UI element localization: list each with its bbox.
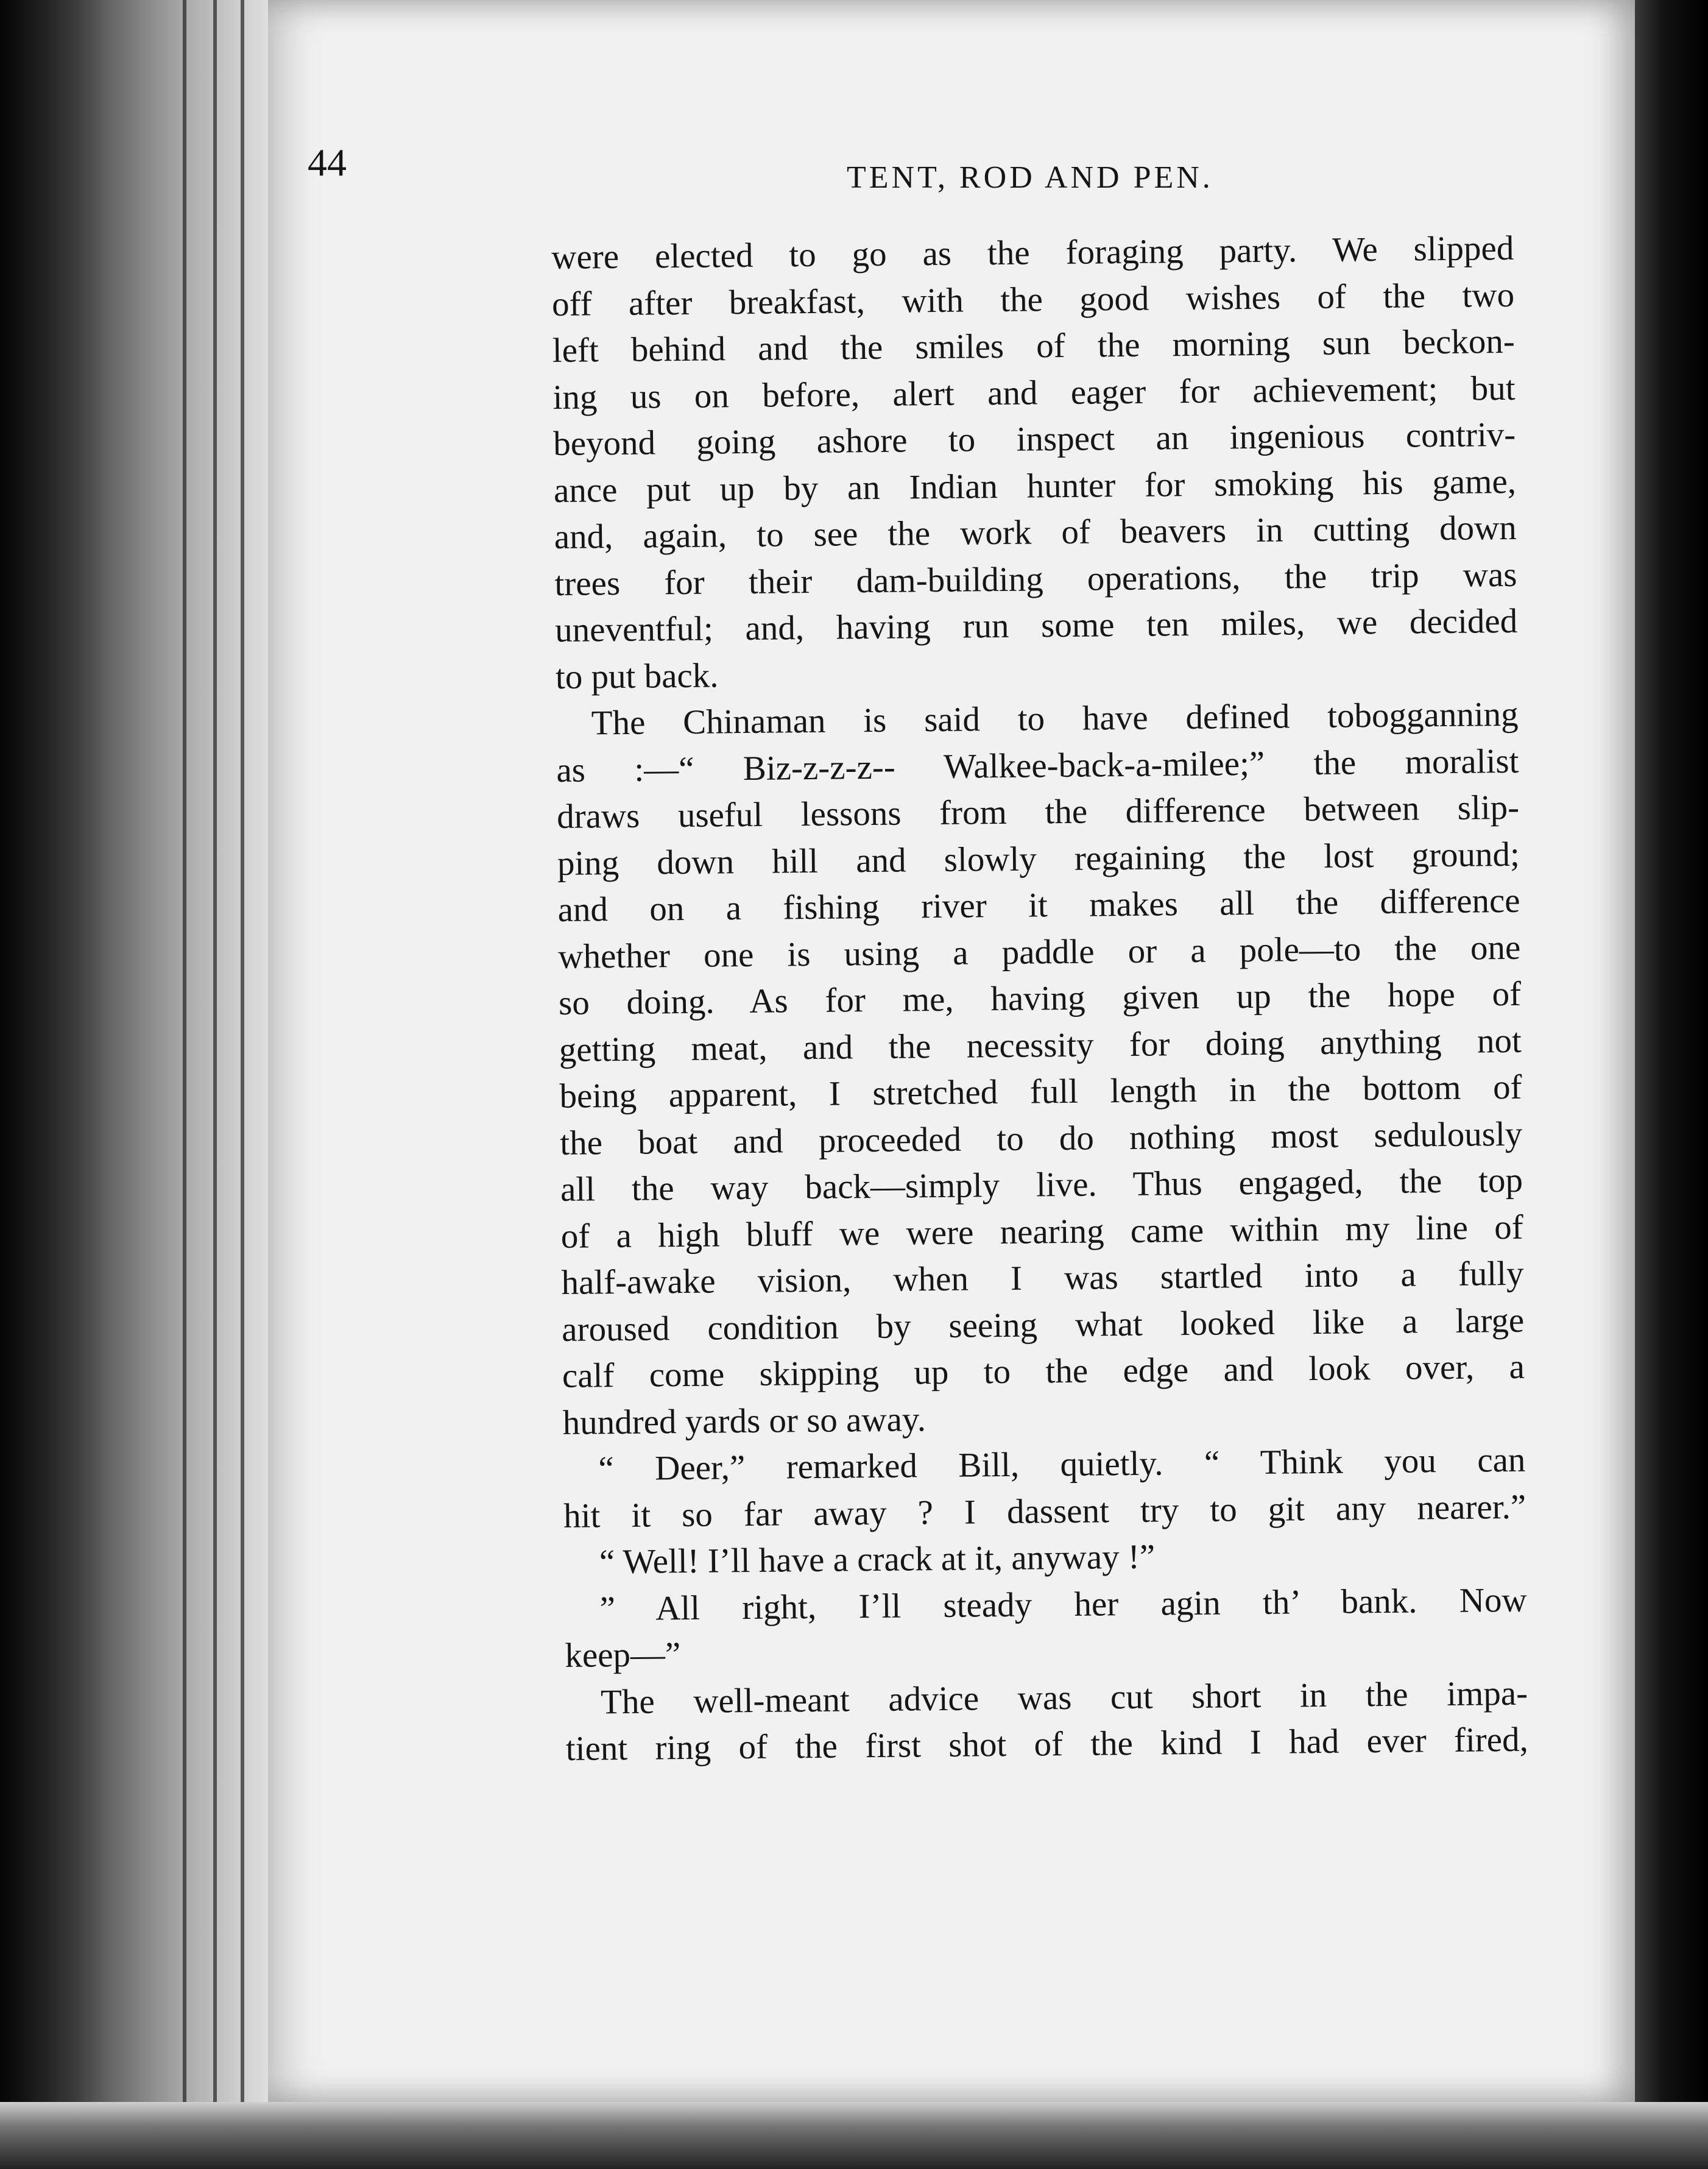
text-line: ance put up by an Indian hunter for smoking his game, bbox=[553, 462, 1517, 510]
text-line: The Chinaman is said to have defined tobogganning bbox=[591, 695, 1519, 743]
text-line: calf come skipping up to the edge and look over, a bbox=[562, 1347, 1525, 1395]
text-line: The well-meant advice was cut short in the impa- bbox=[600, 1674, 1528, 1721]
text-line: “ Deer,” remarked Bill, quietly. “ Think you can bbox=[598, 1440, 1526, 1488]
body-text bbox=[551, 225, 1528, 1773]
page-edge-line bbox=[183, 0, 186, 2169]
running-head: TENT, ROD AND PEN. bbox=[847, 160, 1213, 195]
text-line: “ Well! I’ll have a crack at it, anyway !” bbox=[599, 1537, 1156, 1582]
text-line: to put back. bbox=[555, 656, 719, 696]
text-line: hundred yards or so away. bbox=[562, 1399, 926, 1442]
text-line: ping down hill and slowly regaining the lost ground; bbox=[557, 835, 1520, 883]
text-line: keep—” bbox=[565, 1635, 681, 1675]
page-edge-line bbox=[241, 0, 244, 2169]
text-line: of a high bluff we were nearing came within my line of bbox=[560, 1208, 1524, 1256]
text-line: so doing. As for me, having given up the hope of bbox=[558, 974, 1522, 1022]
text-line: as :—“ Biz-z-z-z-- Walkee-back-a-milee;” the moralist bbox=[556, 741, 1519, 790]
text-line: all the way back—simply live. Thus engaged, the top bbox=[560, 1161, 1523, 1209]
book-right-edge bbox=[1635, 0, 1708, 2169]
text-line: whether one is using a paddle or a pole—to the one bbox=[558, 928, 1521, 976]
text-line: being apparent, I stretched full length in the bottom of bbox=[559, 1067, 1522, 1116]
text-line: hit it so far away ? I dassent try to git any nearer.” bbox=[563, 1487, 1526, 1535]
page-number: 44 bbox=[308, 141, 347, 184]
text-line: uneventful; and, having run some ten miles, we decided bbox=[554, 601, 1518, 649]
page-edge-line bbox=[213, 0, 217, 2169]
text-line: trees for their dam-building operations, the trip was bbox=[554, 555, 1517, 603]
text-line: off after breakfast, with the good wishes of the two bbox=[551, 275, 1515, 324]
text-line: and on a fishing river it makes all the difference bbox=[557, 881, 1520, 929]
book-bottom-edge bbox=[0, 2102, 1708, 2169]
text-line: the boat and proceeded to do nothing most sedulously bbox=[560, 1114, 1523, 1162]
text-line: beyond going ashore to inspect an ingenious contriv- bbox=[552, 415, 1516, 463]
text-line: ing us on before, alert and eager for achievement; but bbox=[552, 369, 1516, 417]
text-line: left behind and the smiles of the morning sun beckon- bbox=[552, 322, 1516, 370]
text-line: getting meat, and the necessity for doing anything not bbox=[559, 1021, 1522, 1069]
text-line: draws useful lessons from the difference between slip- bbox=[556, 788, 1520, 836]
text-line: aroused condition by seeing what looked like a large bbox=[561, 1301, 1525, 1349]
text-line: half-awake vision, when I was startled into a fully bbox=[561, 1254, 1524, 1302]
text-line: tient ring of the first shot of the kind I had ever fired, bbox=[565, 1720, 1529, 1768]
text-line: ” All right, I’ll steady her agin th’ bank. Now bbox=[599, 1580, 1527, 1628]
text-line: and, again, to see the work of beavers in cutting down bbox=[554, 508, 1517, 556]
text-line: were elected to go as the foraging party. We slipped bbox=[551, 228, 1514, 277]
